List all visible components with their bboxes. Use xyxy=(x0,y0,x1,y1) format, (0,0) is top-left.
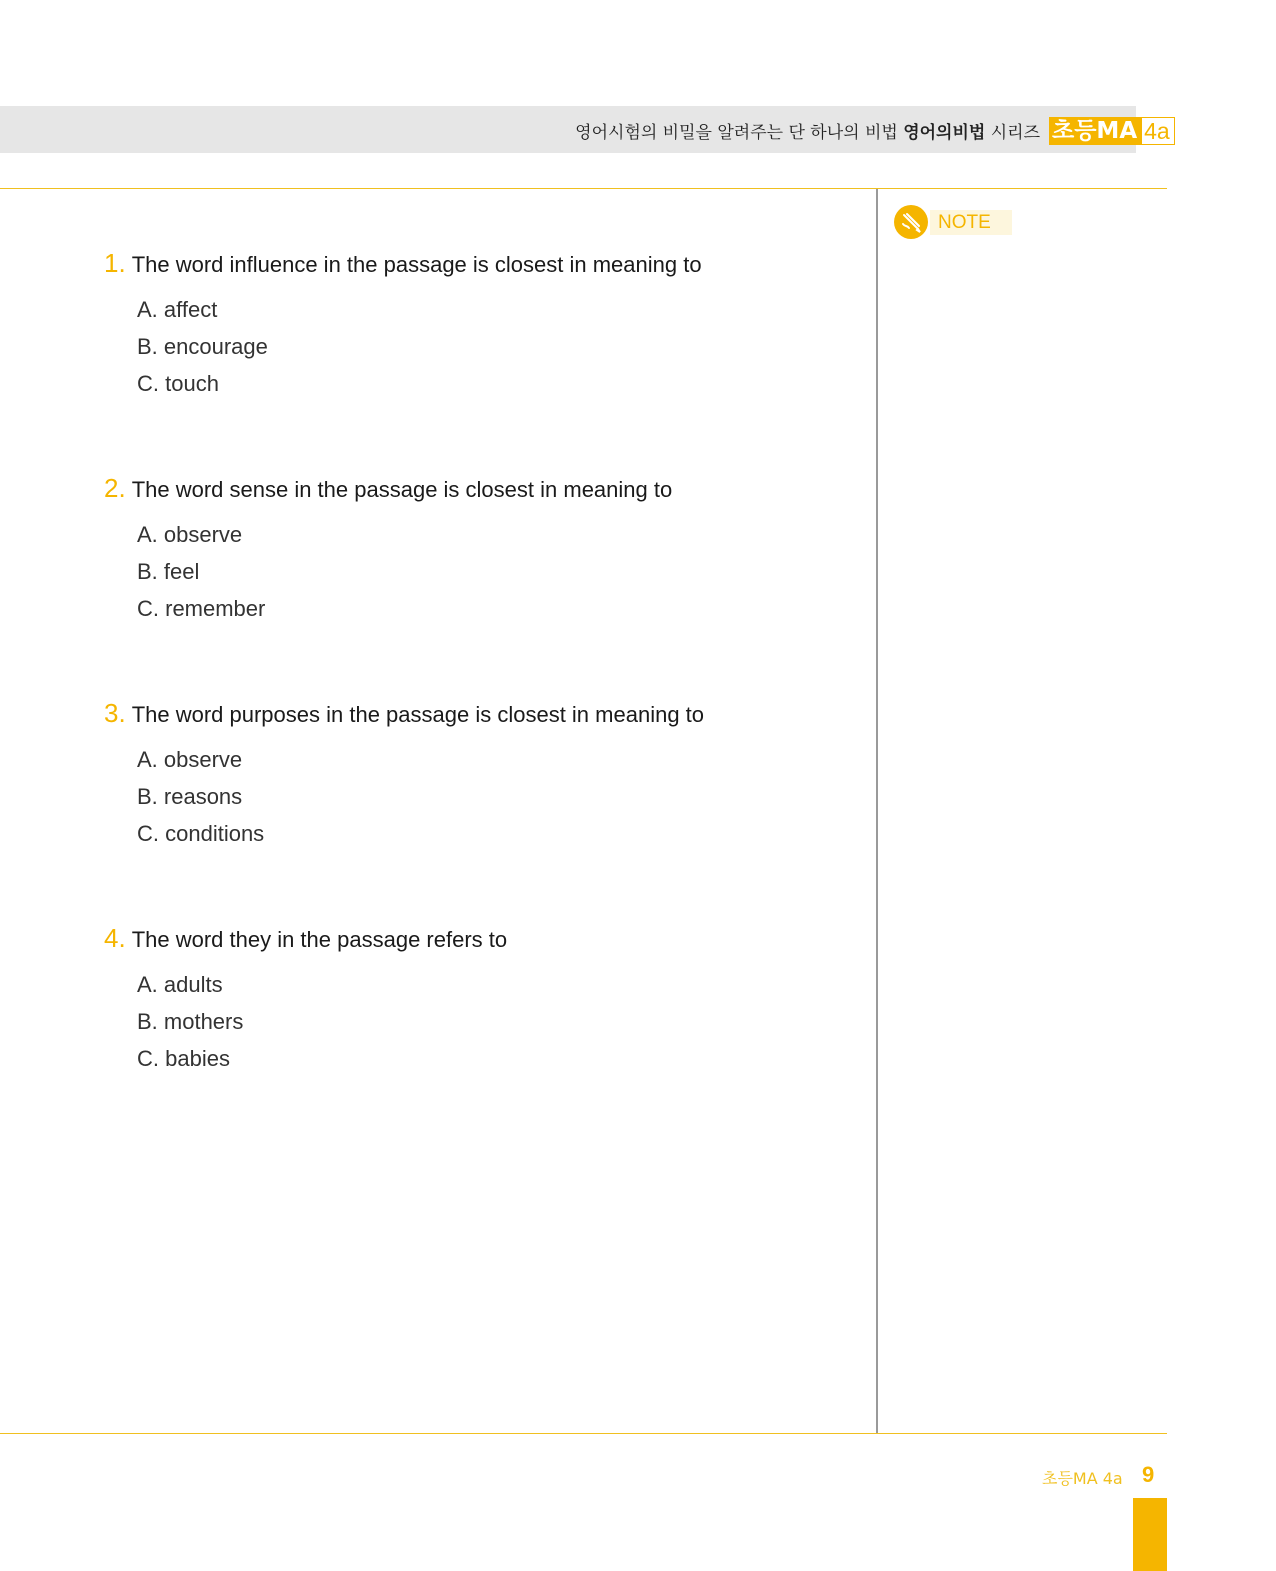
badge-main: 초등MA xyxy=(1049,117,1141,145)
question-1 xyxy=(104,248,702,402)
page-tab xyxy=(1133,1498,1167,1571)
question-number: 3. xyxy=(104,698,126,728)
option-a: A. observe xyxy=(137,747,243,772)
question-text: The word influence in the passage is closest in meaning to xyxy=(131,252,702,277)
question-number: 1. xyxy=(104,248,126,278)
badge-sub: 4a xyxy=(1141,117,1175,145)
option-c: C. conditions xyxy=(137,821,265,846)
bottom-rule xyxy=(0,1433,1167,1434)
question-2 xyxy=(104,473,672,627)
footer-book-title: 초등MA 4a xyxy=(1042,1469,1123,1488)
question-title xyxy=(104,248,702,279)
series-tagline xyxy=(575,118,1040,143)
question-text: The word they in the passage refers to xyxy=(131,927,508,952)
tagline-text: 영어시험의 비밀을 알려주는 단 하나의 비법 xyxy=(575,123,904,143)
option-b: B. reasons xyxy=(137,784,243,809)
option-list xyxy=(137,966,507,1077)
series-suffix: 시리즈 xyxy=(985,123,1040,143)
question-text: The word sense in the passage is closest in meaning to xyxy=(131,477,673,502)
column-divider xyxy=(876,189,878,1433)
option-c: C. touch xyxy=(137,371,219,396)
pencil-note-icon xyxy=(894,205,928,239)
option-list xyxy=(137,741,704,852)
question-number: 2. xyxy=(104,473,126,503)
series-name: 영어의비법 xyxy=(903,123,986,143)
question-number: 4. xyxy=(104,923,126,953)
top-rule xyxy=(0,188,1167,189)
question-title xyxy=(104,923,507,954)
option-b: B. feel xyxy=(137,559,200,584)
option-b: B. encourage xyxy=(137,334,268,359)
book-badge xyxy=(1049,117,1175,145)
question-title xyxy=(104,698,704,729)
question-text: The word purposes in the passage is closest in meaning to xyxy=(131,702,705,727)
question-title xyxy=(104,473,672,504)
option-list xyxy=(137,516,672,627)
option-c: C. remember xyxy=(137,596,266,621)
option-a: A. adults xyxy=(137,972,223,997)
note-label: NOTE xyxy=(930,210,1012,235)
option-list xyxy=(137,291,702,402)
question-4 xyxy=(104,923,507,1077)
question-3 xyxy=(104,698,704,852)
option-a: A. observe xyxy=(137,522,243,547)
option-b: B. mothers xyxy=(137,1009,244,1034)
page-number: 9 xyxy=(1142,1462,1155,1487)
option-a: A. affect xyxy=(137,297,218,322)
option-c: C. babies xyxy=(137,1046,230,1071)
